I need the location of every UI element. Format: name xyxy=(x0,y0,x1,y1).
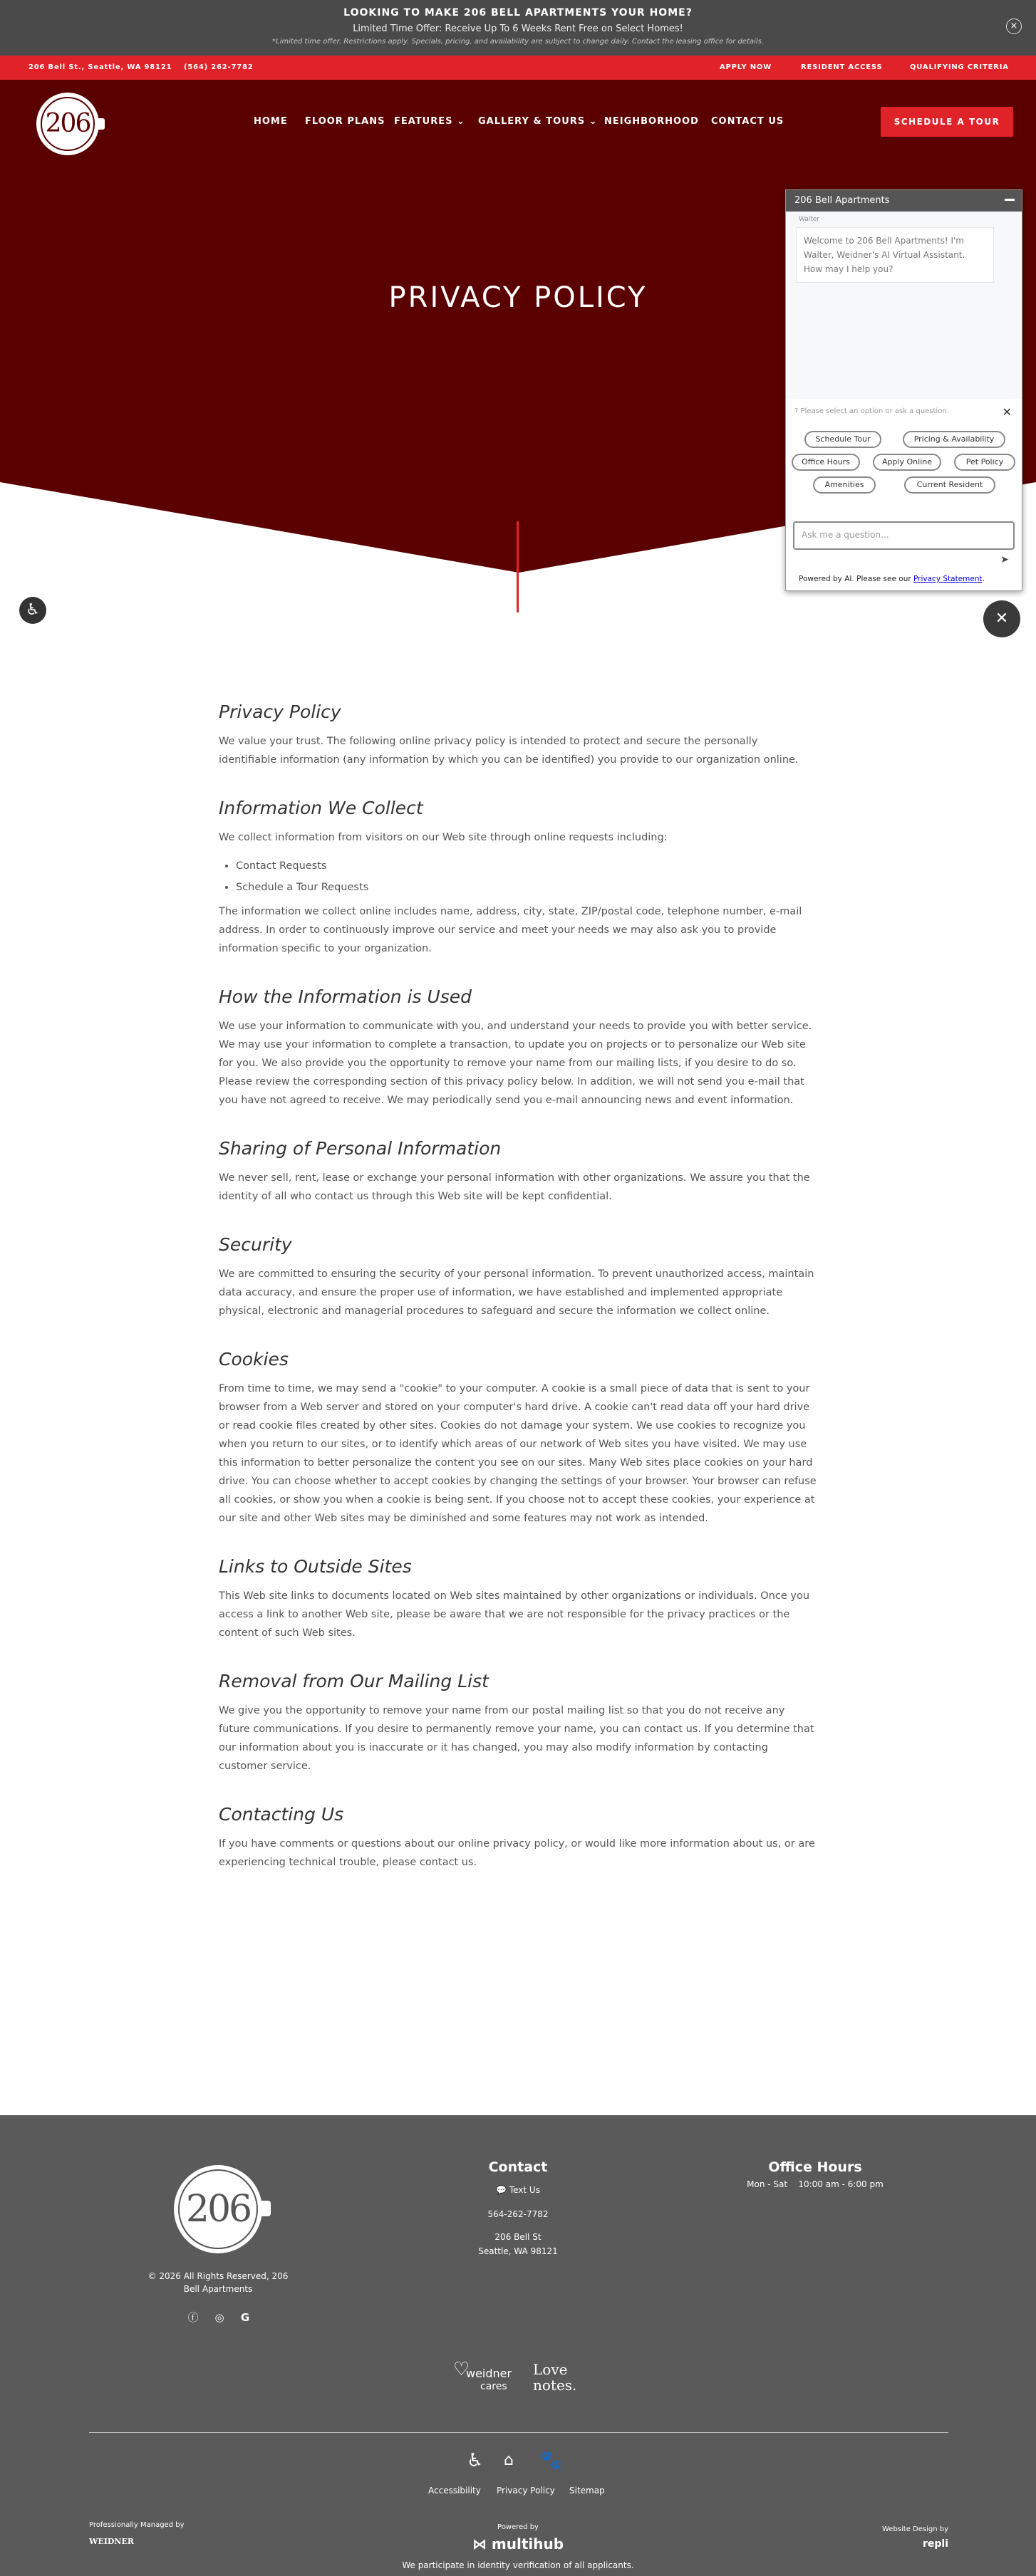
love-notes-logo[interactable] xyxy=(533,2362,590,2394)
chat-prompt-text: Please select an option or ask a question. xyxy=(800,407,949,415)
copyright-text: © 2026 All Rights Reserved, 206 Bell Apartments xyxy=(147,2271,289,2294)
option-amenities[interactable]: Amenities xyxy=(813,476,876,494)
section-paragraph: We collect information from visitors on our Web site through online requests including: xyxy=(219,832,668,843)
multihub-logo[interactable] xyxy=(447,2535,589,2552)
nav-gallery-tours[interactable] xyxy=(478,116,598,127)
section-privacy-policy xyxy=(219,702,817,769)
section-paragraph: We value your trust. The following online privacy policy is intended to protect and secure the personally identifiable information (any information by which you can be identified) you provide to our organization online. xyxy=(219,736,799,766)
heart-check-icon: ♡ xyxy=(453,2359,470,2380)
announcement-disclaimer: *Limited time offer. Restrictions apply. Specials, pricing, and availability are subject to change daily. Contact the leasing office for details. xyxy=(272,38,764,46)
section-paragraph: We use your information to communicate with you, and understand your needs to provide you with better service. We may use your information to complete a transaction, to update you on projects or to personalize our Web site for you. We also provide you the opportunity to remove your name from our mailing lists, if you desire to do so. Please review the corresponding section of this privacy policy below. In addition, we will not send you e-mail that you have not agreed to receive. We may periodically send you e-mail announcing news and event information. xyxy=(219,1021,812,1106)
section-paragraph: If you have comments or questions about our online privacy policy, or would like more information about us, or are experiencing technical trouble, please contact us. xyxy=(219,1838,815,1868)
apply-now-link[interactable]: APPLY NOW xyxy=(720,63,772,71)
nav-floor-plans[interactable]: FLOOR PLANS xyxy=(305,116,385,127)
nav-neighborhood[interactable]: NEIGHBORHOOD xyxy=(604,116,699,127)
section-heading: Information We Collect xyxy=(219,798,423,818)
wheelchair-icon: ♿ xyxy=(467,2450,484,2471)
option-pricing[interactable]: Pricing & Availability xyxy=(903,431,1005,448)
section-paragraph: We never sell, rent, lease or exchange your personal information with other organizations. We assure you that the identity of all who contact us through this Web site will be kept confidential. xyxy=(219,1172,810,1202)
section-heading: Cookies xyxy=(219,1349,289,1370)
accessibility-icon[interactable]: ♿ xyxy=(19,597,46,624)
close-options-icon[interactable]: ✕ xyxy=(1002,405,1012,419)
nav-contact-us[interactable]: CONTACT US xyxy=(711,116,784,127)
announcement-close-button[interactable]: × xyxy=(1006,19,1022,34)
chat-close-button[interactable]: ✕ xyxy=(983,600,1020,637)
footer-logo-tab xyxy=(258,2201,271,2216)
chat-widget xyxy=(785,189,1022,591)
section-contacting-us xyxy=(219,1804,817,1872)
chat-sender: Walter xyxy=(799,216,820,223)
chat-messages xyxy=(786,212,1022,399)
section-heading: Sharing of Personal Information xyxy=(219,1138,502,1159)
powered-by-text: Powered by xyxy=(497,2523,539,2531)
footer-logo-text: 206 xyxy=(178,2169,258,2249)
chat-bubble-icon: 💬 xyxy=(496,2185,507,2195)
footer-address-line2: Seattle, WA 98121 xyxy=(478,2246,558,2256)
section-heading: Privacy Policy xyxy=(219,702,341,722)
logo-text: 206 xyxy=(41,97,95,151)
paw-icon: 🐾 xyxy=(539,2450,563,2471)
privacy-statement-link[interactable]: Privacy Statement xyxy=(913,575,983,583)
section-heading: Security xyxy=(219,1234,292,1255)
identity-verification-text: We participate in identity verification of all applicants. xyxy=(402,2560,634,2570)
multihub-icon: ⋈ xyxy=(472,2535,487,2552)
weidner-cares-logo[interactable] xyxy=(453,2359,512,2394)
option-current-resident[interactable]: Current Resident xyxy=(904,476,995,494)
nav-home[interactable]: HOME xyxy=(254,116,288,127)
equal-housing-icon: ⌂ xyxy=(504,2451,514,2469)
section-mailing-list xyxy=(219,1671,817,1775)
managed-by-text: Professionally Managed by xyxy=(89,2521,185,2529)
section-cookies xyxy=(219,1349,817,1528)
section-sharing xyxy=(219,1138,817,1206)
announcement-offer: Limited Time Offer: Receive Up To 6 Weeks Rent Free on Select Homes! xyxy=(353,24,683,34)
section-heading: Removal from Our Mailing List xyxy=(219,1671,489,1691)
chat-disclaimer-text: Powered by AI. Please see our xyxy=(799,575,914,583)
send-icon[interactable]: ➤ xyxy=(1000,554,1009,565)
question-icon: ? xyxy=(794,407,799,415)
nav-features-label: FEATURES xyxy=(394,116,453,127)
repli-logo[interactable]: repli xyxy=(922,2538,948,2550)
section-paragraph: This Web site links to documents located on Web sites maintained by other organizations or individuals. Once you access a link to another Web site, please be aware that we are not responsible for the privacy practices or the content of such Web sites. xyxy=(219,1590,810,1639)
chat-title: 206 Bell Apartments xyxy=(786,190,1022,212)
section-security xyxy=(219,1234,817,1320)
section-paragraph: We give you the opportunity to remove your name from our postal mailing list so that you do not receive any future communications. If you desire to permanently remove your name, you can contact us. If you determine that our information about you is inaccurate or it has changed, you may also modify information by contacting customer service. xyxy=(219,1705,814,1772)
chat-welcome-message: Welcome to 206 Bell Apartments! I'm Walter, Weidner's AI Virtual Assistant. How may I help you? xyxy=(796,227,994,283)
utility-bar xyxy=(0,56,1036,80)
footer-address-line1: 206 Bell St xyxy=(494,2232,542,2242)
qualifying-criteria-link[interactable]: QUALIFYING CRITERIA xyxy=(910,63,1009,71)
schedule-tour-button[interactable]: SCHEDULE A TOUR xyxy=(881,107,1013,137)
footer-link-accessibility[interactable]: Accessibility xyxy=(428,2486,481,2496)
chevron-down-icon: ⌄ xyxy=(457,116,465,127)
section-information-we-collect xyxy=(219,798,817,958)
chat-disclaimer xyxy=(799,575,985,583)
compliance-icons xyxy=(467,2450,574,2476)
section-heading: Contacting Us xyxy=(219,1804,344,1825)
google-icon[interactable]: G xyxy=(240,2311,250,2324)
phone-link[interactable]: (564) 262-7782 xyxy=(184,63,254,71)
text-us-label: Text Us xyxy=(509,2185,540,2195)
collect-list xyxy=(236,855,817,898)
chat-disclaimer-period: . xyxy=(982,575,985,583)
nav-gallery-label: GALLERY & TOURS xyxy=(478,116,586,127)
resident-access-link[interactable]: RESIDENT ACCESS xyxy=(801,63,883,71)
announcement-title: LOOKING TO MAKE 206 BELL APARTMENTS YOUR HOME? xyxy=(343,7,693,19)
section-outside-links xyxy=(219,1556,817,1642)
office-hours-heading: Office Hours xyxy=(768,2159,862,2175)
facebook-icon[interactable]: ⓕ xyxy=(187,2311,199,2324)
section-paragraph: The information we collect online includes name, address, city, state, ZIP/postal code, telephone number, e-mail address. In order to continuously improve our service and meet your needs we may also ask you to provide information specific to your organization. xyxy=(219,906,802,954)
section-paragraph: We are committed to ensuring the security of your personal information. To prevent unauthorized access, maintain data accuracy, and ensure the proper use of information, we have established and implemented appropriate physical, electronic and managerial procedures to safeguard and secure the information we collect online. xyxy=(219,1268,814,1317)
option-office-hours[interactable]: Office Hours xyxy=(792,454,860,471)
option-schedule-tour[interactable]: Schedule Tour xyxy=(804,431,881,448)
chevron-down-icon: ⌄ xyxy=(589,116,598,127)
announcement-bar xyxy=(0,0,1036,56)
option-apply-online[interactable]: Apply Online xyxy=(873,454,941,471)
footer-logo[interactable] xyxy=(174,2165,262,2253)
love-notes-word1: Love xyxy=(533,2361,568,2378)
minimize-icon[interactable] xyxy=(1005,199,1015,201)
weidner-cares-word2: cares xyxy=(480,2381,507,2392)
footer-link-privacy[interactable]: Privacy Policy xyxy=(497,2486,555,2496)
website-design-text: Website Design by xyxy=(881,2525,948,2533)
office-hours-text: Mon - Sat 10:00 am - 6:00 pm xyxy=(747,2179,884,2189)
text-us-link[interactable] xyxy=(447,2185,589,2195)
chat-input[interactable]: Ask me a question... xyxy=(793,521,1015,550)
love-notes-word2: notes. xyxy=(533,2377,577,2394)
multihub-label: multihub xyxy=(491,2535,564,2552)
page-title: PRIVACY POLICY xyxy=(388,281,648,314)
chat-prompt xyxy=(794,407,949,415)
section-heading: Links to Outside Sites xyxy=(219,1556,412,1577)
list-item: • Schedule a Tour Requests xyxy=(236,877,817,898)
address-link[interactable]: 206 Bell St., Seattle, WA 98121 xyxy=(29,63,172,71)
privacy-content xyxy=(219,702,817,1900)
list-item: • Contact Requests xyxy=(236,855,817,877)
footer-link-sitemap[interactable]: Sitemap xyxy=(569,2486,605,2496)
section-heading: How the Information is Used xyxy=(219,986,472,1007)
weidner-logo[interactable]: WEIDNER xyxy=(89,2537,135,2546)
section-how-information-used xyxy=(219,986,817,1110)
footer-divider xyxy=(89,2432,948,2433)
nav-features[interactable] xyxy=(394,116,465,127)
weidner-cares-word1: weidner xyxy=(466,2367,512,2380)
option-pet-policy[interactable]: Pet Policy xyxy=(954,454,1015,471)
contact-heading: Contact xyxy=(488,2159,548,2175)
section-paragraph: From time to time, we may send a "cookie" to your computer. A cookie is a small piece of data that is sent to your browser from a Web server and stored on your computer's hard drive. A cookie can't read data off your hard drive or read cookie files created by other sites. Cookies do not damage your system. We use cookies to recognize you when you return to our sites, or to identify which areas of our network of Web sites you have visited. We may use this information to better personalize the content you see on our sites. Many Web sites place cookies on your hard drive. You can choose whether to accept cookies by changing the settings of your browser. Your browser can refuse all cookies, or show you when a cookie is being sent. If you choose not to accept these cookies, your experience at our site and other Web sites may be diminished and some features may not work as intended. xyxy=(219,1383,817,1524)
footer-phone[interactable]: 564-262-7782 xyxy=(487,2209,549,2219)
instagram-icon[interactable]: ◎ xyxy=(214,2311,224,2324)
